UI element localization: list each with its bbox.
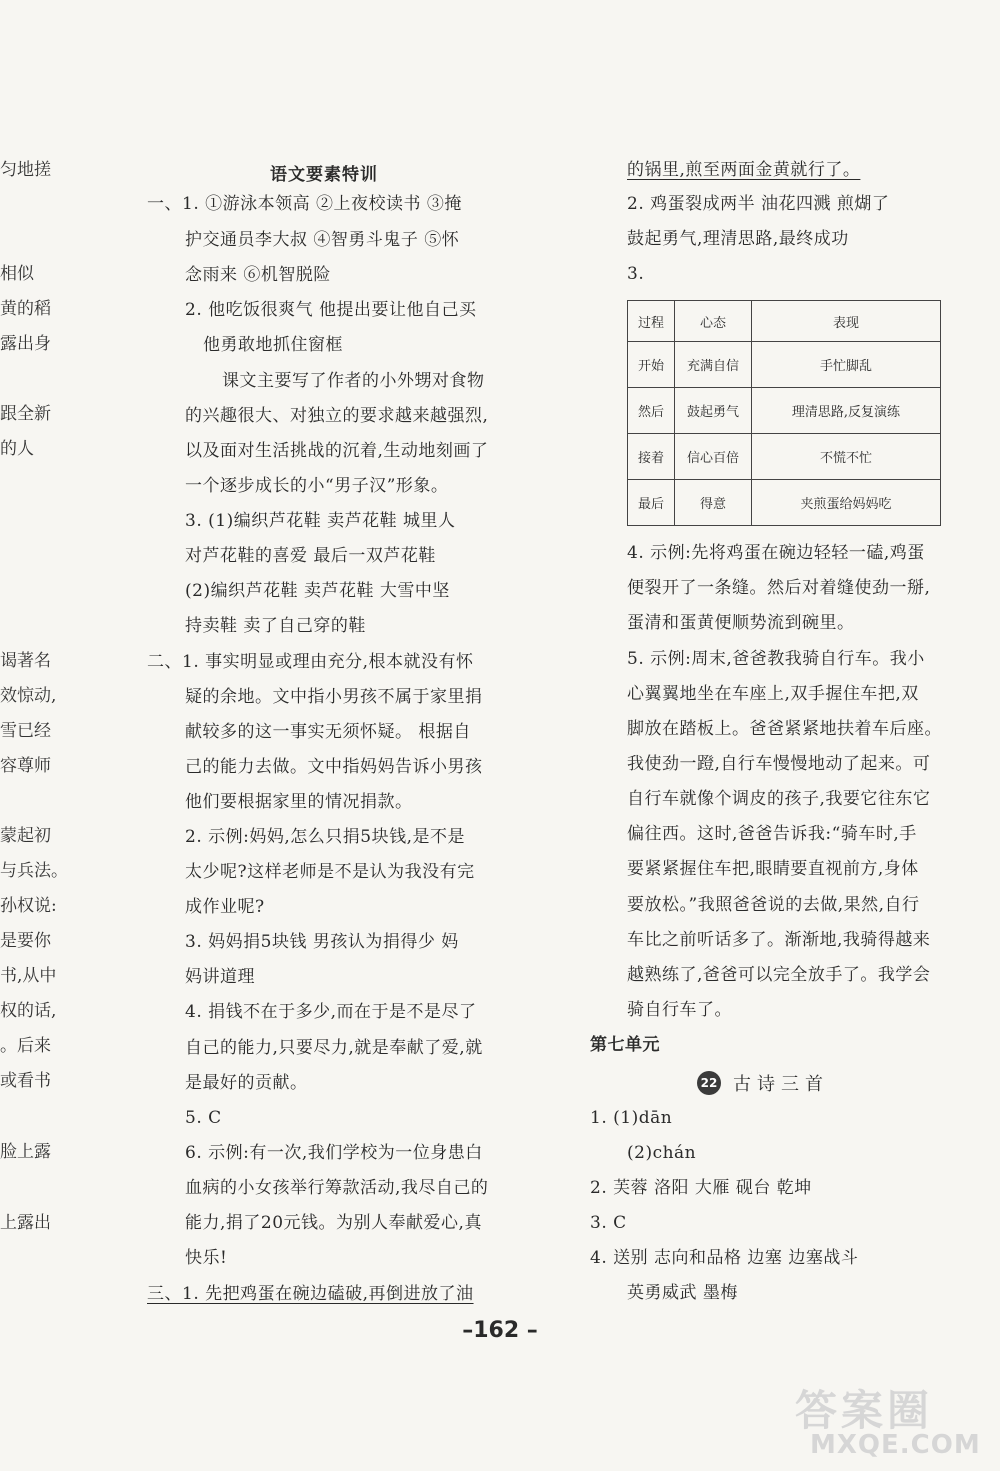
answer-line: 念雨来 ⑥机智脱险 — [185, 265, 331, 285]
answer-line: 我使劲一蹬,自行车慢慢地动了起来。可 — [627, 754, 931, 774]
answer-line: 持卖鞋 卖了自己穿的鞋 — [185, 616, 366, 636]
answer-line: 他们要根据家里的情况捐款。 — [185, 792, 413, 812]
section-title: 语文要素特训 — [270, 165, 378, 185]
answer-line: 6. 示例:有一次,我们学校为一位身患白 — [185, 1143, 483, 1163]
answer-line: 脚放在踏板上。爸爸紧紧地扶着车后座。 — [627, 719, 942, 739]
left-fragment: 脸上露 — [0, 1142, 51, 1162]
answer-line: 3. — [627, 264, 645, 284]
left-fragment: 孙权说: — [0, 896, 57, 916]
table-row — [628, 434, 941, 480]
answer-line: 己的能力去做。文中指妈妈告诉小男孩 — [185, 757, 483, 777]
table-header-cell: 过程 — [628, 301, 675, 342]
answer-line: 骑自行车了。 — [627, 1000, 732, 1020]
table-cell: 得意 — [675, 480, 752, 526]
answer-line: 课文主要写了作者的小外甥对食物 — [222, 371, 485, 391]
answer-line: 能力,捐了20元钱。为别人奉献爱心,真 — [185, 1213, 482, 1233]
left-fragment: 相似 — [0, 264, 34, 284]
unit-heading: 第七单元 — [590, 1035, 660, 1055]
lesson-heading — [697, 1070, 829, 1096]
answer-line: 4. 送别 志向和品格 边塞 边塞战斗 — [590, 1248, 859, 1268]
table-cell: 理清思路,反复演练 — [752, 388, 941, 434]
answer-line: 2. 鸡蛋裂成两半 油花四溅 煎煳了 — [627, 194, 890, 214]
answer-line-underlined: 的锅里,煎至两面金黄就行了。 — [627, 160, 861, 180]
answer-line: 护交通员李大叔 ④智勇斗鬼子 ⑤怀 — [185, 230, 460, 250]
answer-line: 成作业呢? — [185, 897, 265, 917]
answer-line: 以及面对生活挑战的沉着,生动地刻画了 — [185, 441, 489, 461]
left-fragment: 容尊师 — [0, 756, 51, 776]
answer-line: 自行车就像个调皮的孩子,我要它往东它 — [627, 789, 931, 809]
answer-line: 献较多的这一事实无须怀疑。 根据自 — [185, 722, 471, 742]
left-fragment: 上露出 — [0, 1213, 51, 1233]
answer-line: 1. (1)dān — [590, 1108, 673, 1128]
answer-line: 二、1. 事实明显或理由充分,根本就没有怀 — [147, 652, 474, 672]
answer-line: 一个逐步成长的小“男子汉”形象。 — [185, 476, 449, 496]
process-table — [627, 300, 941, 526]
answer-line: 心翼翼地坐在车座上,双手握住车把,双 — [627, 684, 919, 704]
table-header-cell: 心态 — [675, 301, 752, 342]
answer-line: 5. C — [185, 1108, 222, 1128]
answer-line: 妈讲道理 — [185, 967, 255, 987]
answer-line: 2. 芙蓉 洛阳 大雁 砚台 乾坤 — [590, 1178, 812, 1198]
answer-line: (2)编织芦花鞋 卖芦花鞋 大雪中坚 — [185, 581, 450, 601]
left-fragment: 露出身 — [0, 334, 51, 354]
answer-line: 英勇威武 墨梅 — [627, 1283, 738, 1303]
table-cell: 开始 — [628, 342, 675, 388]
left-fragment: 谒著名 — [0, 651, 51, 671]
left-fragment: 效惊动, — [0, 686, 57, 706]
table-row — [628, 342, 941, 388]
table-header-cell: 表现 — [752, 301, 941, 342]
left-fragment: 书,从中 — [0, 966, 57, 986]
table-cell: 充满自信 — [675, 342, 752, 388]
table-cell: 然后 — [628, 388, 675, 434]
answer-line: 他勇敢地抓住窗框 — [203, 335, 343, 355]
answer-line: 车比之前听话多了。渐渐地,我骑得越来 — [627, 930, 931, 950]
table-cell: 最后 — [628, 480, 675, 526]
answer-line: 太少呢?这样老师是不是认为我没有完 — [185, 862, 475, 882]
answer-line: 3. 妈妈捐5块钱 男孩认为捐得少 妈 — [185, 932, 459, 952]
answer-line: 是最好的贡献。 — [185, 1073, 308, 1093]
answer-line-underlined: 三、1. 先把鸡蛋在碗边磕破,再倒进放了油 — [147, 1284, 474, 1304]
answer-line: (2)chán — [627, 1143, 697, 1163]
answer-line: 要紧紧握住车把,眼睛要直视前方,身体 — [627, 859, 919, 879]
left-fragment: 。后来 — [0, 1036, 51, 1056]
left-fragment: 雪已经 — [0, 721, 51, 741]
answer-line: 鼓起勇气,理清思路,最终成功 — [627, 229, 849, 249]
lesson-title: 古诗三首 — [733, 1074, 829, 1095]
left-fragment: 蒙起初 — [0, 826, 51, 846]
answer-line: 的兴趣很大、对独立的要求越来越强烈, — [185, 406, 489, 426]
answer-line: 快乐! — [185, 1248, 228, 1268]
table-cell: 不慌不忙 — [752, 434, 941, 480]
table-header-row — [628, 301, 941, 342]
answer-line: 2. 示例:妈妈,怎么只捐5块钱,是不是 — [185, 827, 465, 847]
lesson-number-badge: 22 — [697, 1071, 721, 1095]
answer-line: 对芦花鞋的喜爱 最后一双芦花鞋 — [185, 546, 436, 566]
table-cell: 鼓起勇气 — [675, 388, 752, 434]
table-cell: 接着 — [628, 434, 675, 480]
answer-line: 偏往西。这时,爸爸告诉我:“骑车时,手 — [627, 824, 917, 844]
left-fragment: 与兵法。 — [0, 861, 68, 881]
answer-line: 要放松。”我照爸爸说的去做,果然,自行 — [627, 895, 920, 915]
answer-line: 3. (1)编织芦花鞋 卖芦花鞋 城里人 — [185, 511, 456, 531]
table-cell: 手忙脚乱 — [752, 342, 941, 388]
answer-line: 4. 示例:先将鸡蛋在碗边轻轻一磕,鸡蛋 — [627, 543, 925, 563]
answer-line: 4. 捐钱不在于多少,而在于是不是尽了 — [185, 1002, 477, 1022]
answer-line: 2. 他吃饭很爽气 他提出要让他自己买 — [185, 300, 477, 320]
answer-line: 越熟练了,爸爸可以完全放手了。我学会 — [627, 965, 931, 985]
table-cell: 信心百倍 — [675, 434, 752, 480]
answer-line: 便裂开了一条缝。然后对着缝使劲一掰, — [627, 578, 931, 598]
table-row — [628, 388, 941, 434]
table-row — [628, 480, 941, 526]
answer-line: 血病的小女孩举行筹款活动,我尽自己的 — [185, 1178, 489, 1198]
answer-line: 疑的余地。文中指小男孩不属于家里捐 — [185, 687, 483, 707]
left-fragment: 黄的稻 — [0, 299, 51, 319]
answer-line: 一、1. ①游泳本领高 ②上夜校读书 ③掩 — [147, 194, 462, 214]
answer-line: 蛋清和蛋黄便顺势流到碗里。 — [627, 613, 855, 633]
page-number: –162 – — [462, 1318, 538, 1343]
watermark-text: 答案圈 — [795, 1386, 934, 1435]
left-fragment: 跟全新 — [0, 404, 51, 424]
left-fragment: 权的话, — [0, 1001, 57, 1021]
answer-line: 3. C — [590, 1213, 627, 1233]
watermark — [755, 1378, 995, 1468]
table-cell: 夹煎蛋给妈妈吃 — [752, 480, 941, 526]
left-fragment: 的人 — [0, 439, 34, 459]
left-fragment: 是要你 — [0, 931, 51, 951]
left-fragment: 匀地搓 — [0, 160, 51, 180]
watermark-url: MXQE.COM — [810, 1430, 981, 1460]
answer-line: 自己的能力,只要尽力,就是奉献了爱,就 — [185, 1038, 483, 1058]
answer-line: 5. 示例:周末,爸爸教我骑自行车。我小 — [627, 649, 925, 669]
left-fragment: 或看书 — [0, 1071, 51, 1091]
